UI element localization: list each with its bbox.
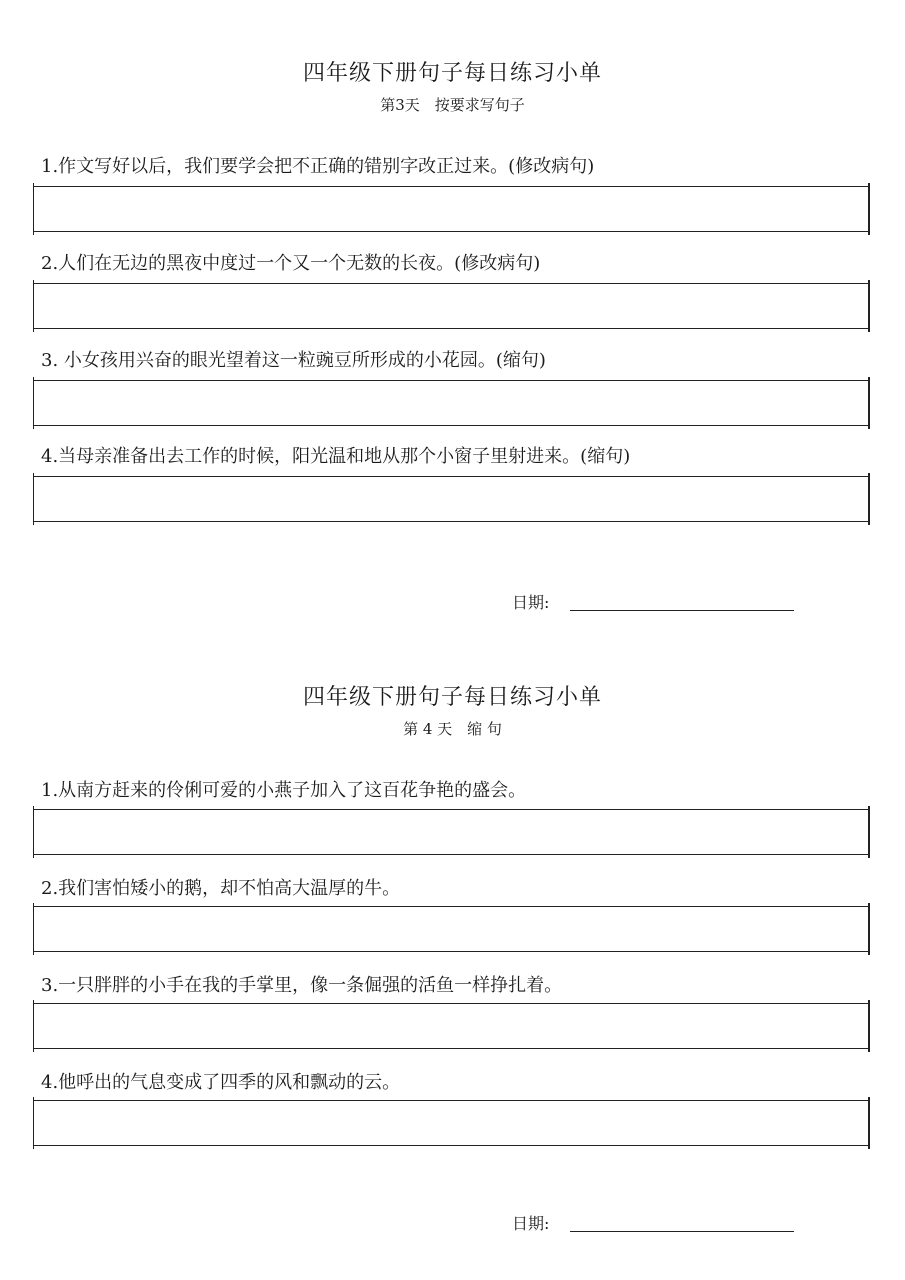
question-4: 4.他呼出的气息变成了四季的风和飘动的云。 bbox=[41, 1072, 401, 1093]
answer-box-1[interactable] bbox=[33, 809, 869, 855]
question-3: 3. 小女孩用兴奋的眼光望着这一粒豌豆所形成的小花园。(缩句) bbox=[41, 350, 546, 371]
answer-box-1[interactable] bbox=[33, 186, 869, 232]
date-label: 日期: bbox=[512, 593, 550, 612]
question-4: 4.当母亲准备出去工作的时候，阳光温和地从那个小窗子里射进来。(缩句) bbox=[41, 446, 631, 467]
answer-box-3[interactable] bbox=[33, 1003, 869, 1049]
question-1: 1.从南方赶来的伶俐可爱的小燕子加入了这百花争艳的盛会。 bbox=[41, 780, 527, 801]
question-3: 3.一只胖胖的小手在我的手掌里，像一条倔强的活鱼一样挣扎着。 bbox=[41, 975, 563, 996]
worksheet-subtitle: 第3天 按要求写句子 bbox=[380, 96, 525, 114]
answer-box-4[interactable] bbox=[33, 476, 869, 522]
question-1: 1.作文写好以后，我们要学会把不正确的错别字改正过来。(修改病句) bbox=[41, 156, 595, 177]
worksheet-title: 四年级下册句子每日练习小单 bbox=[302, 685, 602, 710]
date-label: 日期: bbox=[512, 1214, 550, 1233]
worksheet-title: 四年级下册句子每日练习小单 bbox=[302, 61, 602, 86]
date-input-line[interactable] bbox=[570, 1231, 794, 1232]
question-2: 2.人们在无边的黑夜中度过一个又一个无数的长夜。(修改病句) bbox=[41, 253, 541, 274]
answer-box-3[interactable] bbox=[33, 380, 869, 426]
date-input-line[interactable] bbox=[570, 610, 794, 611]
answer-box-4[interactable] bbox=[33, 1100, 869, 1146]
worksheet-subtitle: 第 4 天 缩 句 bbox=[403, 720, 502, 738]
answer-box-2[interactable] bbox=[33, 283, 869, 329]
question-2: 2.我们害怕矮小的鹅，却不怕高大温厚的牛。 bbox=[41, 878, 401, 899]
answer-box-2[interactable] bbox=[33, 906, 869, 952]
